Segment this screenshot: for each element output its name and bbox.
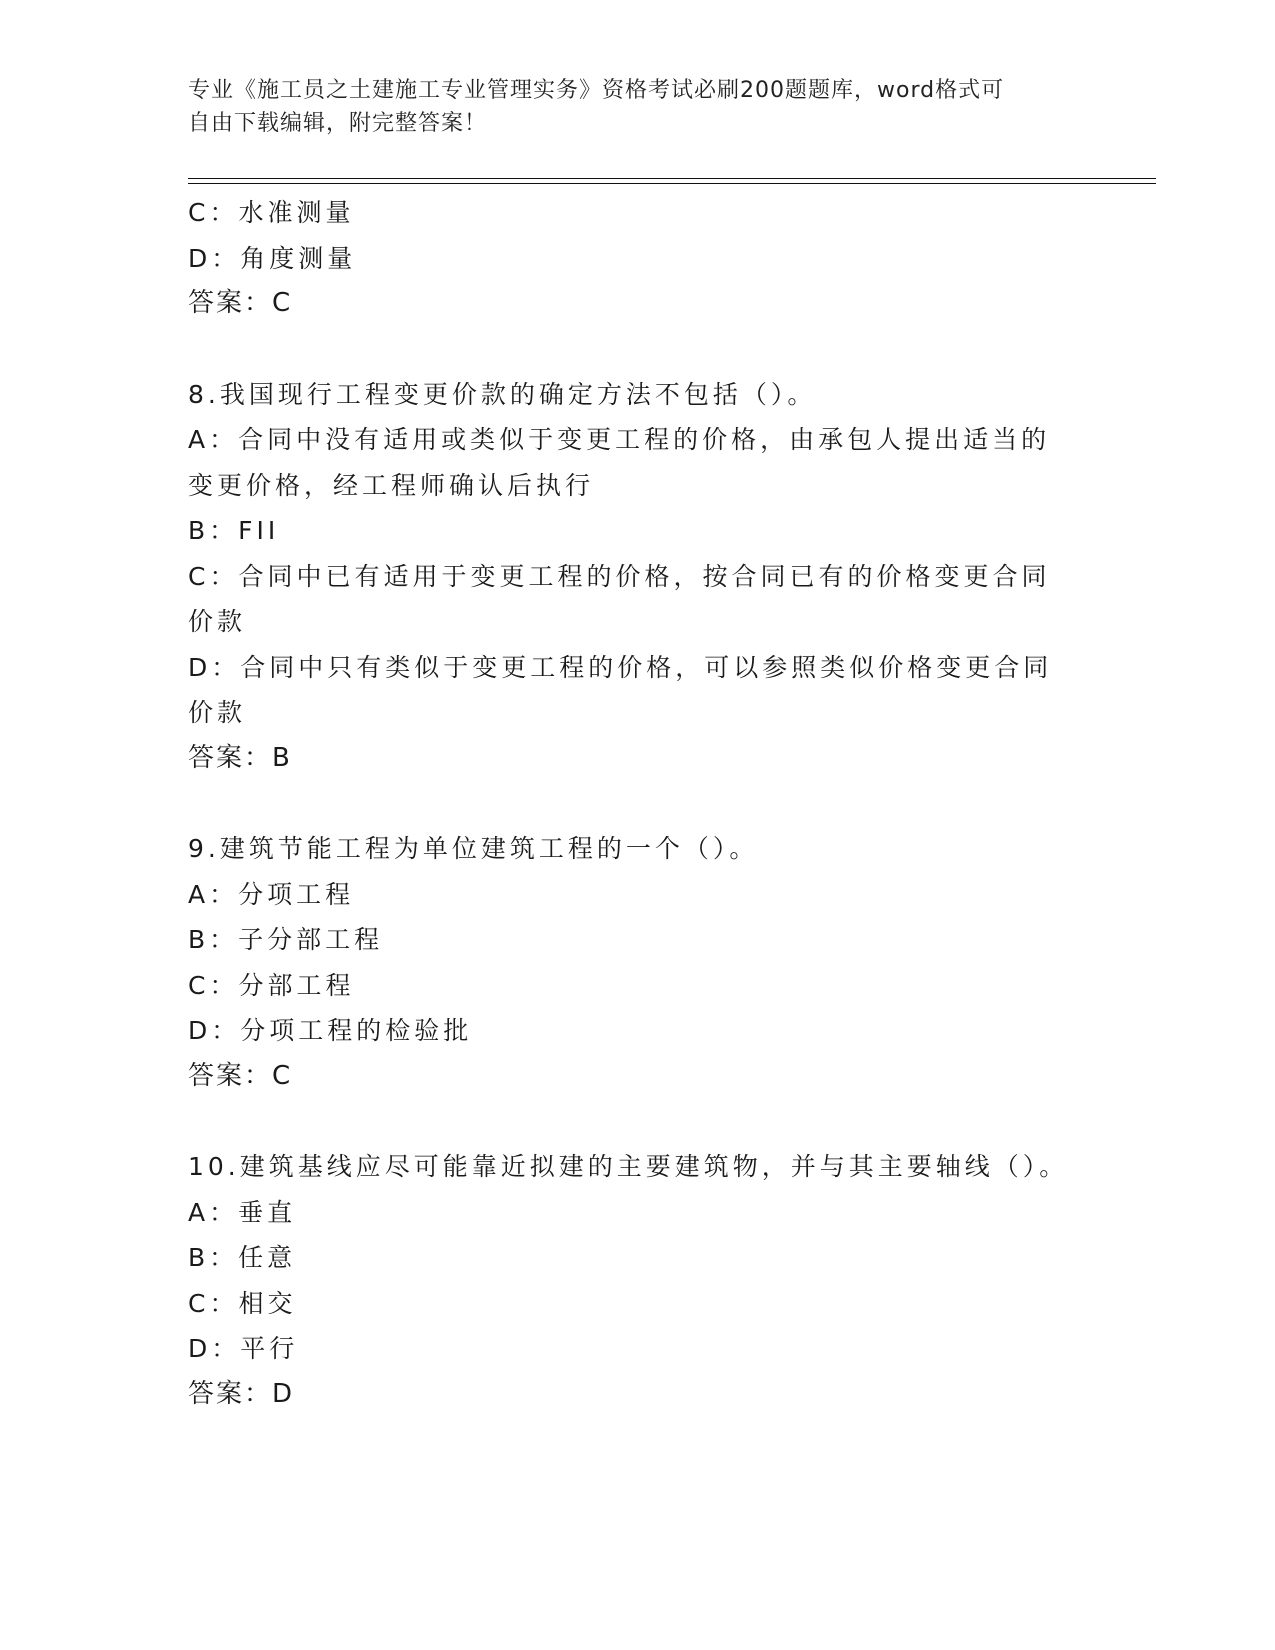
option-c: C：相交	[188, 1288, 297, 1318]
option-a: A：垂直	[188, 1197, 297, 1227]
answer-label: 答案：	[188, 742, 273, 773]
page-header	[188, 74, 1068, 140]
question-7-tail	[188, 190, 1078, 327]
header-divider	[188, 178, 1156, 184]
question-10	[188, 1144, 1078, 1417]
question-list	[188, 190, 1078, 1417]
option-b: B：任意	[188, 1243, 297, 1272]
answer-value: C	[272, 1060, 292, 1091]
answer-line	[188, 281, 1078, 327]
question-stem: 10.建筑基线应尽可能靠近拟建的主要建筑物，并与其主要轴线（）。	[188, 1152, 1069, 1181]
question-stem: 8.我国现行工程变更价款的确定方法不包括（）。	[188, 379, 817, 409]
option-b: B：子分部工程	[188, 925, 384, 954]
answer-value: C	[272, 288, 292, 318]
option-c: C：合同中已有适用于变更工程的价格，按合同已有的价格变更合同价款	[188, 561, 1051, 636]
option-b: B：FII	[188, 516, 280, 545]
answer-value: B	[272, 742, 291, 773]
spacer	[188, 327, 1078, 372]
answer-label: 答案：	[188, 1060, 273, 1091]
spacer	[188, 781, 1078, 826]
answer-label: 答案：	[188, 1378, 273, 1409]
header-title-line-2: 自由下载编辑，附完整答案！	[188, 111, 488, 136]
option-d: D：平行	[188, 1334, 299, 1363]
answer-label: 答案：	[188, 288, 273, 318]
option-d: D：分项工程的检验批	[188, 1016, 473, 1045]
option-a: A：分项工程	[188, 879, 355, 909]
question-8	[188, 372, 1078, 782]
question-stem: 9.建筑节能工程为单位建筑工程的一个（）。	[188, 834, 759, 863]
answer-line	[188, 1054, 1078, 1100]
option-a: A：合同中没有适用或类似于变更工程的价格，由承包人提出适当的变更价格，经工程师确认后执行	[188, 425, 1051, 500]
option-d: D：合同中只有类似于变更工程的价格，可以参照类似价格变更合同价款	[188, 652, 1053, 727]
header-title-line-1: 专业《施工员之土建施工专业管理实务》资格考试必刷200题题库，word格式可	[188, 78, 1005, 103]
answer-value: D	[272, 1378, 294, 1409]
question-9	[188, 826, 1078, 1099]
option-c: C：水准测量	[188, 198, 355, 227]
option-c: C：分部工程	[188, 970, 355, 1000]
answer-line	[188, 1372, 1078, 1418]
answer-line	[188, 736, 1078, 782]
spacer	[188, 1099, 1078, 1144]
option-d: D：角度测量	[188, 243, 357, 273]
